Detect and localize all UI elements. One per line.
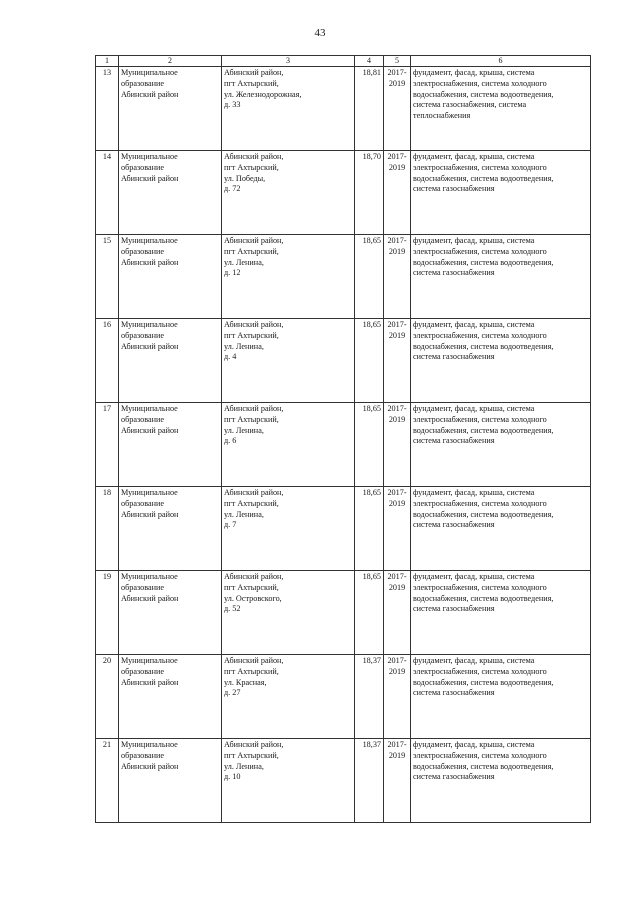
period-cell-line: 2017- xyxy=(387,152,407,162)
municipality-cell xyxy=(119,403,222,487)
area-cell: 18,37 xyxy=(355,739,384,823)
address-cell-line: ул. Победы, xyxy=(224,173,266,183)
address-cell xyxy=(222,235,355,319)
address-cell-line: Абинский район, xyxy=(224,656,284,666)
period-cell-line: 2017- xyxy=(387,320,407,330)
works-cell-line: система газоснабжения xyxy=(413,688,495,698)
table-row xyxy=(96,487,591,571)
address-cell-line: пгт Ахтырский, xyxy=(224,331,279,341)
period-cell-line: 2017- xyxy=(387,488,407,498)
works-cell-line: система газоснабжения, система xyxy=(413,100,527,110)
period-cell xyxy=(384,67,411,151)
municipality-cell-line: образование xyxy=(121,331,165,341)
address-cell-line: Абинский район, xyxy=(224,68,284,78)
address-cell-line: ул. Ленина, xyxy=(224,509,264,519)
works-cell-line: водоснабжения, система водоотведения, xyxy=(413,425,554,435)
works-cell xyxy=(411,319,591,403)
period-cell xyxy=(384,571,411,655)
period-cell-line: 2017- xyxy=(387,404,407,414)
municipality-cell-line: Абинский район xyxy=(121,677,179,687)
period-cell-line: 2017- xyxy=(387,236,407,246)
municipality-cell xyxy=(119,319,222,403)
municipality-cell-line: Абинский район xyxy=(121,509,179,519)
works-cell-line: фундамент, фасад, крыша, система xyxy=(413,656,535,666)
works-cell-line: водоснабжения, система водоотведения, xyxy=(413,173,554,183)
period-cell-line: 2019 xyxy=(388,331,406,341)
works-cell-line: система газоснабжения xyxy=(413,184,495,194)
municipality-cell-line: Абинский район xyxy=(121,425,179,435)
address-cell-line: д. 12 xyxy=(224,268,241,278)
row-number-cell: 16 xyxy=(96,319,119,403)
table-row xyxy=(96,571,591,655)
period-cell-line: 2019 xyxy=(388,751,406,761)
row-number-cell: 21 xyxy=(96,739,119,823)
table-body xyxy=(96,67,591,823)
address-cell xyxy=(222,319,355,403)
address-cell-line: ул. Красная, xyxy=(224,677,267,687)
address-cell-line: пгт Ахтырский, xyxy=(224,499,279,509)
period-cell xyxy=(384,487,411,571)
works-cell xyxy=(411,655,591,739)
area-cell: 18,65 xyxy=(355,403,384,487)
table-row xyxy=(96,67,591,151)
address-cell-line: д. 6 xyxy=(224,436,237,446)
period-cell-line: 2019 xyxy=(388,583,406,593)
municipality-cell-line: Муниципальное xyxy=(121,488,178,498)
works-cell-line: электроснабжения, система холодного xyxy=(413,331,547,341)
row-number-cell: 13 xyxy=(96,67,119,151)
address-cell-line: Абинский район, xyxy=(224,236,284,246)
address-cell-line: Абинский район, xyxy=(224,740,284,750)
works-cell-line: фундамент, фасад, крыша, система xyxy=(413,236,535,246)
area-cell: 18,65 xyxy=(355,319,384,403)
works-cell-line: водоснабжения, система водоотведения, xyxy=(413,509,554,519)
period-cell-line: 2019 xyxy=(388,79,406,89)
municipality-cell-line: Муниципальное xyxy=(121,404,178,414)
address-cell xyxy=(222,67,355,151)
period-cell-line: 2017- xyxy=(387,572,407,582)
works-cell-line: фундамент, фасад, крыша, система xyxy=(413,488,535,498)
municipality-cell-line: образование xyxy=(121,583,165,593)
area-cell: 18,65 xyxy=(355,487,384,571)
area-cell: 18,37 xyxy=(355,655,384,739)
municipality-cell-line: образование xyxy=(121,79,165,89)
address-cell-line: ул. Железнодорожная, xyxy=(224,89,302,99)
municipality-cell-line: Муниципальное xyxy=(121,740,178,750)
address-cell xyxy=(222,739,355,823)
column-header: 1 xyxy=(96,56,119,67)
address-cell-line: пгт Ахтырский, xyxy=(224,79,279,89)
works-cell xyxy=(411,487,591,571)
table-row xyxy=(96,151,591,235)
municipality-cell xyxy=(119,655,222,739)
address-cell-line: д. 10 xyxy=(224,772,241,782)
address-cell-line: пгт Ахтырский, xyxy=(224,667,279,677)
address-cell-line: пгт Ахтырский, xyxy=(224,751,279,761)
period-cell-line: 2017- xyxy=(387,656,407,666)
municipality-cell-line: образование xyxy=(121,499,165,509)
municipality-cell-line: образование xyxy=(121,163,165,173)
municipality-cell-line: образование xyxy=(121,415,165,425)
works-cell-line: водоснабжения, система водоотведения, xyxy=(413,761,554,771)
works-cell-line: электроснабжения, система холодного xyxy=(413,667,547,677)
page-number: 43 xyxy=(314,27,326,39)
works-cell-line: водоснабжения, система водоотведения, xyxy=(413,593,554,603)
column-header: 2 xyxy=(119,56,222,67)
header-row xyxy=(96,56,591,67)
municipality-cell-line: Абинский район xyxy=(121,761,179,771)
address-cell-line: Абинский район, xyxy=(224,320,284,330)
table-row xyxy=(96,319,591,403)
works-cell xyxy=(411,67,591,151)
works-cell-line: система газоснабжения xyxy=(413,436,495,446)
works-cell-line: система газоснабжения xyxy=(413,352,495,362)
row-number-cell: 19 xyxy=(96,571,119,655)
municipality-cell-line: Муниципальное xyxy=(121,68,178,78)
works-cell-line: водоснабжения, система водоотведения, xyxy=(413,257,554,267)
period-cell-line: 2017- xyxy=(387,68,407,78)
table-row xyxy=(96,403,591,487)
municipality-cell-line: образование xyxy=(121,751,165,761)
works-cell-line: водоснабжения, система водоотведения, xyxy=(413,677,554,687)
table-row xyxy=(96,739,591,823)
address-cell-line: Абинский район, xyxy=(224,404,284,414)
municipality-cell xyxy=(119,487,222,571)
table-row xyxy=(96,655,591,739)
row-number-cell: 14 xyxy=(96,151,119,235)
municipality-cell xyxy=(119,151,222,235)
municipality-cell-line: Абинский район xyxy=(121,89,179,99)
address-cell-line: д. 27 xyxy=(224,688,241,698)
address-cell-line: ул. Ленина, xyxy=(224,341,264,351)
works-cell xyxy=(411,739,591,823)
address-cell-line: пгт Ахтырский, xyxy=(224,415,279,425)
address-cell-line: д. 72 xyxy=(224,184,241,194)
works-cell-line: электроснабжения, система холодного xyxy=(413,499,547,509)
municipality-cell-line: Абинский район xyxy=(121,341,179,351)
works-cell-line: электроснабжения, система холодного xyxy=(413,79,547,89)
area-cell: 18,65 xyxy=(355,235,384,319)
address-cell-line: д. 33 xyxy=(224,100,241,110)
period-cell xyxy=(384,151,411,235)
municipality-cell-line: Муниципальное xyxy=(121,236,178,246)
period-cell xyxy=(384,235,411,319)
row-number-cell: 17 xyxy=(96,403,119,487)
municipality-cell-line: Абинский район xyxy=(121,257,179,267)
address-cell xyxy=(222,571,355,655)
column-header: 5 xyxy=(384,56,411,67)
address-cell-line: ул. Островского, xyxy=(224,593,282,603)
period-cell-line: 2019 xyxy=(388,499,406,509)
works-cell xyxy=(411,235,591,319)
address-cell-line: ул. Ленина, xyxy=(224,761,264,771)
address-cell-line: ул. Ленина, xyxy=(224,257,264,267)
municipality-cell xyxy=(119,235,222,319)
period-cell xyxy=(384,403,411,487)
municipality-cell-line: образование xyxy=(121,667,165,677)
municipality-cell-line: Абинский район xyxy=(121,593,179,603)
address-cell-line: пгт Ахтырский, xyxy=(224,247,279,257)
address-cell-line: Абинский район, xyxy=(224,572,284,582)
address-cell xyxy=(222,655,355,739)
works-cell-line: система газоснабжения xyxy=(413,772,495,782)
municipality-cell-line: Абинский район xyxy=(121,173,179,183)
address-cell-line: д. 52 xyxy=(224,604,241,614)
column-header: 4 xyxy=(355,56,384,67)
address-cell-line: ул. Ленина, xyxy=(224,425,264,435)
works-cell-line: фундамент, фасад, крыша, система xyxy=(413,404,535,414)
address-cell-line: пгт Ахтырский, xyxy=(224,583,279,593)
address-cell xyxy=(222,403,355,487)
address-cell-line: Абинский район, xyxy=(224,488,284,498)
works-cell-line: электроснабжения, система холодного xyxy=(413,247,547,257)
area-cell: 18,81 xyxy=(355,67,384,151)
row-number-cell: 15 xyxy=(96,235,119,319)
registry-table xyxy=(95,55,591,823)
works-cell-line: система газоснабжения xyxy=(413,520,495,530)
period-cell xyxy=(384,319,411,403)
works-cell-line: фундамент, фасад, крыша, система xyxy=(413,572,535,582)
period-cell-line: 2019 xyxy=(388,247,406,257)
table-row xyxy=(96,235,591,319)
area-cell: 18,70 xyxy=(355,151,384,235)
works-cell-line: фундамент, фасад, крыша, система xyxy=(413,152,535,162)
row-number-cell: 18 xyxy=(96,487,119,571)
municipality-cell xyxy=(119,739,222,823)
works-cell-line: электроснабжения, система холодного xyxy=(413,751,547,761)
address-cell xyxy=(222,487,355,571)
column-header: 6 xyxy=(411,56,591,67)
municipality-cell xyxy=(119,67,222,151)
works-cell-line: электроснабжения, система холодного xyxy=(413,583,547,593)
area-cell: 18,65 xyxy=(355,571,384,655)
row-number-cell: 20 xyxy=(96,655,119,739)
works-cell-line: электроснабжения, система холодного xyxy=(413,163,547,173)
period-cell xyxy=(384,739,411,823)
works-cell-line: водоснабжения, система водоотведения, xyxy=(413,89,554,99)
municipality-cell xyxy=(119,571,222,655)
address-cell-line: пгт Ахтырский, xyxy=(224,163,279,173)
address-cell-line: д. 7 xyxy=(224,520,237,530)
works-cell-line: теплоснабжения xyxy=(413,111,471,121)
works-cell-line: фундамент, фасад, крыша, система xyxy=(413,740,535,750)
works-cell xyxy=(411,403,591,487)
works-cell-line: фундамент, фасад, крыша, система xyxy=(413,68,535,78)
municipality-cell-line: образование xyxy=(121,247,165,257)
period-cell-line: 2019 xyxy=(388,415,406,425)
address-cell xyxy=(222,151,355,235)
works-cell-line: электроснабжения, система холодного xyxy=(413,415,547,425)
address-cell-line: Абинский район, xyxy=(224,152,284,162)
works-cell-line: водоснабжения, система водоотведения, xyxy=(413,341,554,351)
municipality-cell-line: Муниципальное xyxy=(121,572,178,582)
works-cell xyxy=(411,571,591,655)
works-cell-line: система газоснабжения xyxy=(413,268,495,278)
address-cell-line: д. 4 xyxy=(224,352,237,362)
column-header: 3 xyxy=(222,56,355,67)
municipality-cell-line: Муниципальное xyxy=(121,320,178,330)
period-cell-line: 2017- xyxy=(387,740,407,750)
works-cell-line: система газоснабжения xyxy=(413,604,495,614)
period-cell xyxy=(384,655,411,739)
municipality-cell-line: Муниципальное xyxy=(121,656,178,666)
period-cell-line: 2019 xyxy=(388,667,406,677)
works-cell xyxy=(411,151,591,235)
works-cell-line: фундамент, фасад, крыша, система xyxy=(413,320,535,330)
municipality-cell-line: Муниципальное xyxy=(121,152,178,162)
period-cell-line: 2019 xyxy=(388,163,406,173)
